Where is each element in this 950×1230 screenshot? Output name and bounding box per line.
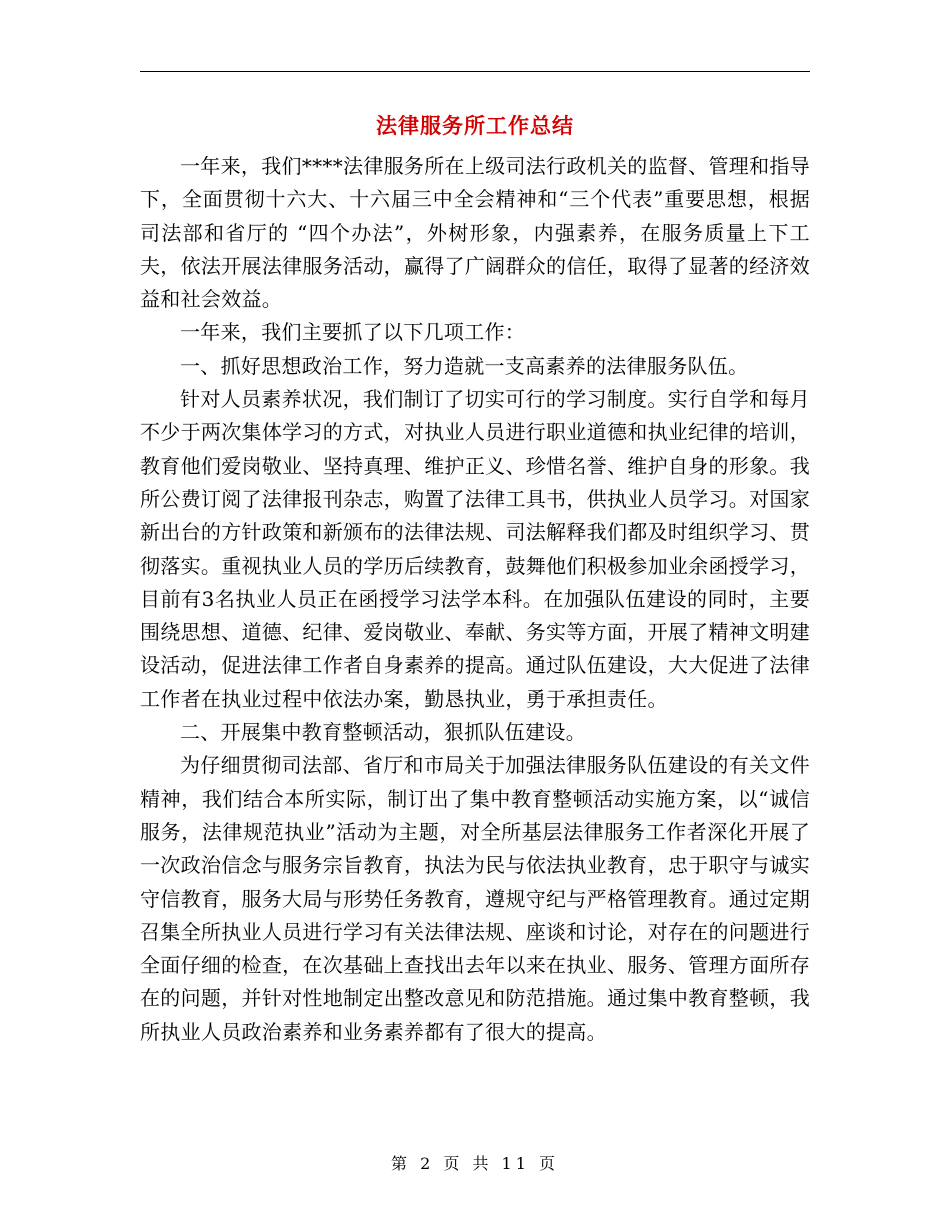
document-body: [140, 150, 810, 1049]
section-heading-2: 二、开展集中教育整顿活动，狠抓队伍建设。: [180, 720, 586, 745]
paragraph-section-1: 针对人员素养状况，我们制订了切实可行的学习制度。实行自学和每月不少于两次集体学习的方式，对执业人员进行职业道德和执业纪律的培训，教育他们爱岗敬业、坚持真理、维护正义、珍惜名誉、维护自身的形象。我所公费订阅了法律报刊杂志，购置了法律工具书，供执业人员学习。对国家新出台的方针政策和新颁布的法律法规、司法解释我们都及时组织学习、贯彻落实。重视执业人员的学历后续教育，鼓舞他们积极参加业余函授学习，目前有3名执业人员正在函授学习法学本科。在加强队伍建设的同时，主要围绕思想、道德、纪律、爱岗敬业、奉献、务实等方面，开展了精神文明建设活动，促进法律工作者自身素养的提高。通过队伍建设，大大促进了法律工作者在执业过程中依法办案，勤恳执业，勇于承担责任。: [140, 387, 810, 711]
document-title: 法律服务所工作总结: [376, 113, 574, 138]
page-number: 第 2 页 共 11 页: [391, 1154, 559, 1173]
paragraph-section-2: 为仔细贯彻司法部、省厅和市局关于加强法律服务队伍建设的有关文件精神，我们结合本所实际，制订出了集中教育整顿活动实施方案，以“诚信服务，法律规范执业”活动为主题，对全所基层法律服务工作者深化开展了一次政治信念与服务宗旨教育，执法为民与依法执业教育，忠于职守与诚实守信教育，服务大局与形势任务教育，遵规守纪与严格管理教育。通过定期召集全所执业人员进行学习有关法律法规、座谈和讨论，对存在的问题进行全面仔细的检查，在次基础上查找出去年以来在执业、服务、管理方面所存在的问题，并针对性地制定出整改意见和防范措施。通过集中教育整顿，我所执业人员政治素养和业务素养都有了很大的提高。: [140, 753, 810, 1044]
paragraph-intro: 一年来，我们****法律服务所在上级司法行政机关的监督、管理和指导下，全面贯彻十六大、十六届三中全会精神和“三个代表”重要思想，根据司法部和省厅的 “四个办法”，外树形象，内强素养，在服务质量上下工夫，依法开展法律服务活动，赢得了广阔群众的信任，取得了显著的经济效益和社会效益。: [140, 154, 810, 312]
header-rule: [140, 71, 810, 72]
paragraph-overview: 一年来，我们主要抓了以下几项工作：: [180, 320, 526, 345]
section-heading-1: 一、抓好思想政治工作，努力造就一支高素养的法律服务队伍。: [180, 353, 749, 378]
